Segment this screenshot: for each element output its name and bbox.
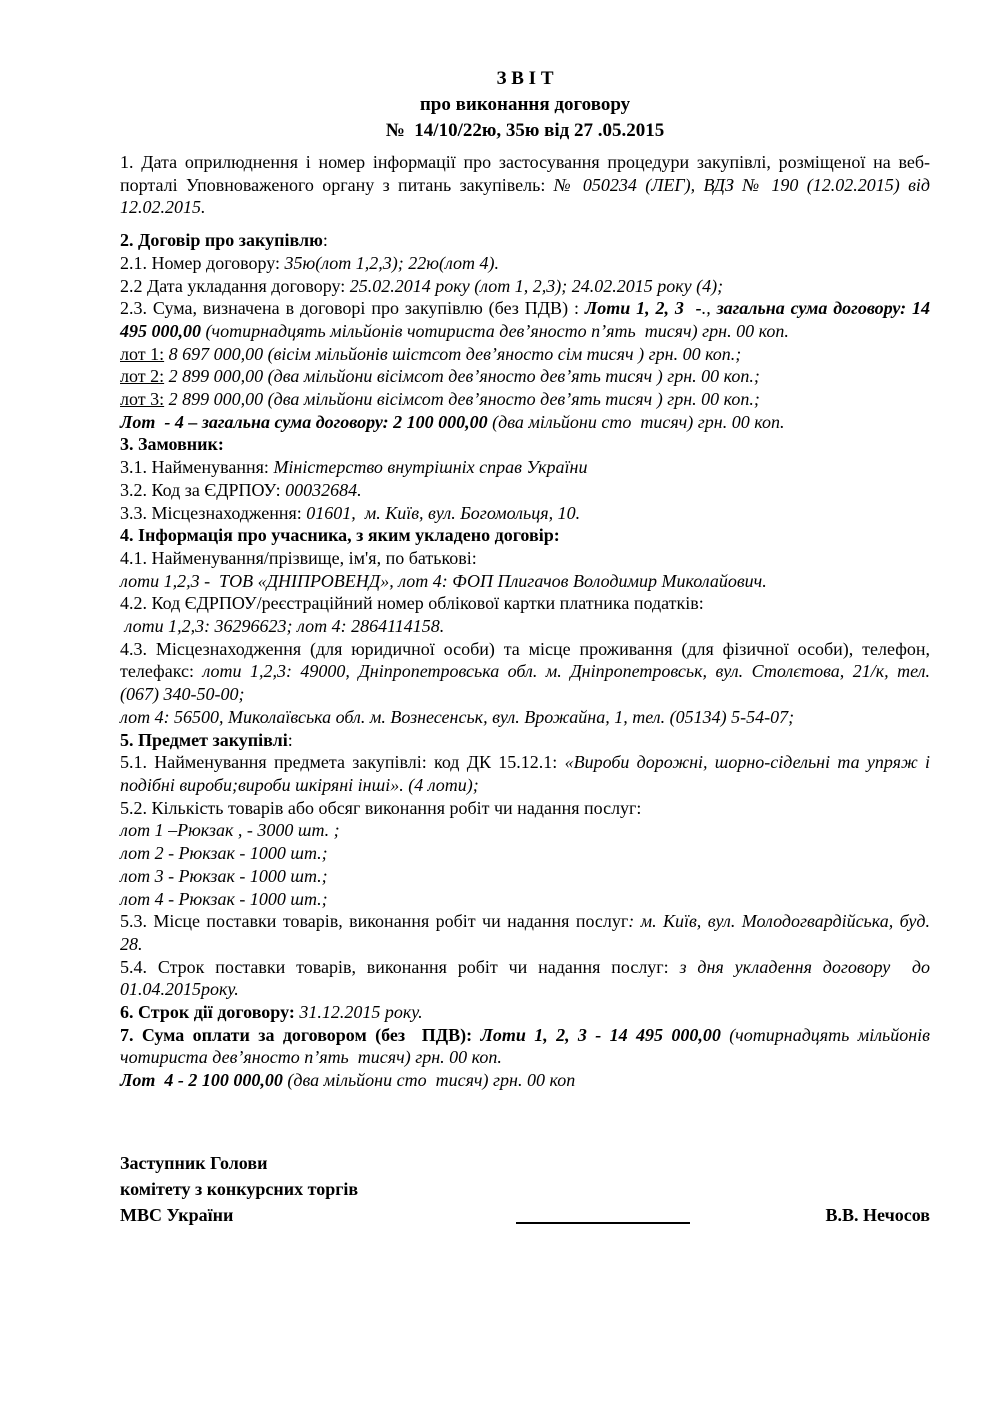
- text-run: 2.2 Дата укладання договору:: [120, 275, 350, 296]
- text-run: 2 899 000,00 (два мільйони вісімсот дев’яносто дев’ять тисяч ) грн. 00 коп.;: [164, 389, 760, 410]
- paragraph: [120, 592, 930, 615]
- text-run: 4.2. Код ЄДРПОУ/реєстраційний номер облікової картки платника податків:: [120, 593, 704, 614]
- text-run: 3.3. Місцезнаходження:: [120, 502, 307, 523]
- text-run: лоти 1,2,3: 36296623; лот 4: 2864114158.: [120, 616, 445, 637]
- text-run: Лоти 1, 2, 3 -: [584, 298, 702, 319]
- text-run: .,: [701, 298, 717, 319]
- paragraph: [120, 252, 930, 275]
- text-run: лот 2:: [120, 366, 165, 387]
- text-run: 4. Інформація про учасника, з яким укладено договір:: [120, 525, 560, 546]
- document-title-block: [120, 66, 930, 144]
- paragraph: [120, 797, 930, 820]
- text-run: 7. Сума оплати за договором (без ПДВ):: [120, 1024, 481, 1045]
- text-run: № 050234 (ЛЕГ), ВДЗ № 190 (12.02.2015) від 12.02.2015.: [120, 174, 935, 218]
- text-run: лот 3 - Рюкзак - 1000 шт.;: [120, 865, 328, 886]
- paragraph: [120, 570, 930, 593]
- paragraph: [120, 456, 930, 479]
- text-run: 2. Договір про закупівлю: [120, 230, 323, 251]
- text-run: 00032684.: [285, 479, 362, 500]
- text-run: лоти 1,2,3 - ТОВ «ДНІПРОВЕНД», лот 4: ФОП Плигачов Володимир Миколайович.: [120, 570, 767, 591]
- paragraph: [120, 910, 935, 955]
- signatory-name: В.В. Нечосов: [825, 1204, 930, 1225]
- text-run: «Вироби дорожні, шорно-сідельні та упряж і подібні вироби;вироби шкіряні інші». (4 лоти);: [120, 752, 935, 795]
- paragraph: [120, 865, 930, 888]
- paragraph: [120, 615, 930, 638]
- paragraph: [120, 1024, 935, 1069]
- paragraph: [120, 706, 930, 729]
- paragraph: [120, 433, 930, 456]
- paragraph: [120, 479, 930, 502]
- paragraph: [120, 729, 930, 752]
- text-run: 8 697 000,00 (вісім мільйонів шістсот дев’яносто сім тисяч ) грн. 00 коп.;: [164, 343, 742, 364]
- document-subtitle: про виконання договору: [419, 94, 631, 115]
- text-run: лоти 1,2,3: 49000, Дніпропетровська обл. м. Дніпропетровськ, вул. Столєтова, 21/к, тел. (067) 340-50-00;: [120, 661, 935, 705]
- text-run: 35ю(лот 1,2,3); 22ю(лот 4).: [284, 252, 500, 273]
- text-run: Міністерство внутрішніх справ України: [273, 457, 588, 478]
- paragraph: [120, 819, 930, 842]
- text-run: 6. Строк дії договору:: [120, 1002, 300, 1023]
- paragraph: [120, 547, 930, 570]
- paragraph: [120, 956, 935, 1001]
- text-run: 5.4. Строк поставки товарів, виконання робіт чи надання послуг:: [120, 956, 680, 977]
- signature-block: [120, 1150, 930, 1228]
- text-run: 5.2. Кількість товарів або обсяг виконання робіт чи надання послуг:: [120, 797, 642, 818]
- text-run: :: [322, 230, 328, 251]
- signature-row: [120, 1202, 930, 1228]
- paragraph: [120, 275, 930, 298]
- text-run: 01601, м. Київ, вул. Богомольця, 10.: [306, 502, 581, 523]
- text-run: 5.1. Найменування предмета закупівлі: код ДК 15.12.1:: [120, 752, 565, 773]
- text-run: лот 1 –Рюкзак , - 3000 шт. ;: [120, 820, 340, 841]
- text-run: Лот - 4 – загальна сума договору: 2 100 000,00: [120, 411, 493, 432]
- text-run: 2.3. Сума, визначена в договорі про закупівлю (без ПДВ) :: [120, 298, 585, 319]
- signature-line: [516, 1222, 690, 1224]
- text-run: Лоти 1, 2, 3 - 14 495 000,00: [480, 1024, 730, 1045]
- text-run: 4.3. Місцезнаходження (для юридичної особи) та місце проживання (для фізичної особи), телефон, телефакс:: [120, 638, 935, 682]
- paragraph: [120, 1001, 930, 1024]
- paragraph: [120, 388, 930, 411]
- text-run: 31.12.2015 року.: [299, 1002, 423, 1023]
- text-run: 3. Замовник:: [120, 434, 224, 455]
- text-run: лот 3:: [120, 389, 165, 410]
- document-body: [120, 151, 935, 1092]
- text-run: 1. Дата оприлюднення і номер інформації про застосування процедури закупівлі, розміщеної на веб-порталі Уповноваженого органу з питань закупівель:: [120, 152, 930, 195]
- text-run: 2.1. Номер договору:: [120, 252, 285, 273]
- text-run: лот 4 - Рюкзак - 1000 шт.;: [120, 888, 328, 909]
- paragraph: [120, 524, 930, 547]
- text-run: лот 1:: [120, 343, 165, 364]
- paragraph: [120, 888, 930, 911]
- text-run: 25.02.2014 року (лот 1, 2,3); 24.02.2015 року (4);: [349, 275, 724, 296]
- paragraph: [120, 1069, 930, 1092]
- signatory-title-line-1: Заступник Голови: [120, 1152, 268, 1173]
- paragraph: [120, 365, 930, 388]
- text-run: Лот 4 - 2 100 000,00: [120, 1070, 288, 1091]
- text-run: 3.1. Найменування:: [120, 457, 274, 478]
- paragraph: [120, 229, 930, 252]
- paragraph: [120, 151, 935, 219]
- paragraph: [120, 343, 930, 366]
- text-run: лот 4: 56500, Миколаївська обл. м. Вознесенськ, вул. Врожайна, 1, тел. (05134) 5-54-07;: [120, 706, 795, 727]
- signatory-organization: МВС України: [120, 1204, 234, 1225]
- signatory-title-line-2: комітету з конкурсних торгів: [120, 1178, 359, 1199]
- text-run: (два мільйони сто тисяч) грн. 00 коп.: [492, 411, 785, 432]
- paragraph: [120, 502, 930, 525]
- text-run: 5.3. Місце поставки товарів, виконання робіт чи надання послуг: [120, 911, 629, 932]
- paragraph: [120, 638, 935, 706]
- text-run: 5. Предмет закупівлі: [120, 729, 288, 750]
- text-run: (чотирнадцять мільйонів чотириста дев’яносто п’ять тисяч) грн. 00 коп.: [120, 1024, 935, 1068]
- text-run: з дня укладення договору до 01.04.2015року.: [120, 956, 935, 1000]
- document-number-date: № 14/10/22ю, 35ю від 27 .05.2015: [385, 120, 665, 141]
- paragraph: [120, 411, 930, 434]
- text-run: загальна сума договору: 14 495 000,00: [120, 298, 935, 341]
- text-run: : м. Київ, вул. Молодогвардійська, буд. 28.: [120, 911, 935, 954]
- paragraph: [120, 297, 935, 342]
- document-title: З В І Т: [496, 68, 554, 89]
- text-run: :: [287, 729, 293, 750]
- paragraph: [120, 842, 930, 865]
- paragraph: [120, 751, 935, 796]
- text-run: (два мільйони сто тисяч) грн. 00 коп: [287, 1070, 576, 1091]
- text-run: 4.1. Найменування/прізвище, ім'я, по батькові:: [120, 547, 477, 568]
- text-run: лот 2 - Рюкзак - 1000 шт.;: [120, 843, 328, 864]
- text-run: 2 899 000,00 (два мільйони вісімсот дев’яносто дев’ять тисяч ) грн. 00 коп.;: [164, 366, 760, 387]
- text-run: 3.2. Код за ЄДРПОУ:: [120, 479, 286, 500]
- text-run: (чотирнадцять мільйонів чотириста дев’яносто п’ять тисяч) грн. 00 коп.: [205, 320, 789, 341]
